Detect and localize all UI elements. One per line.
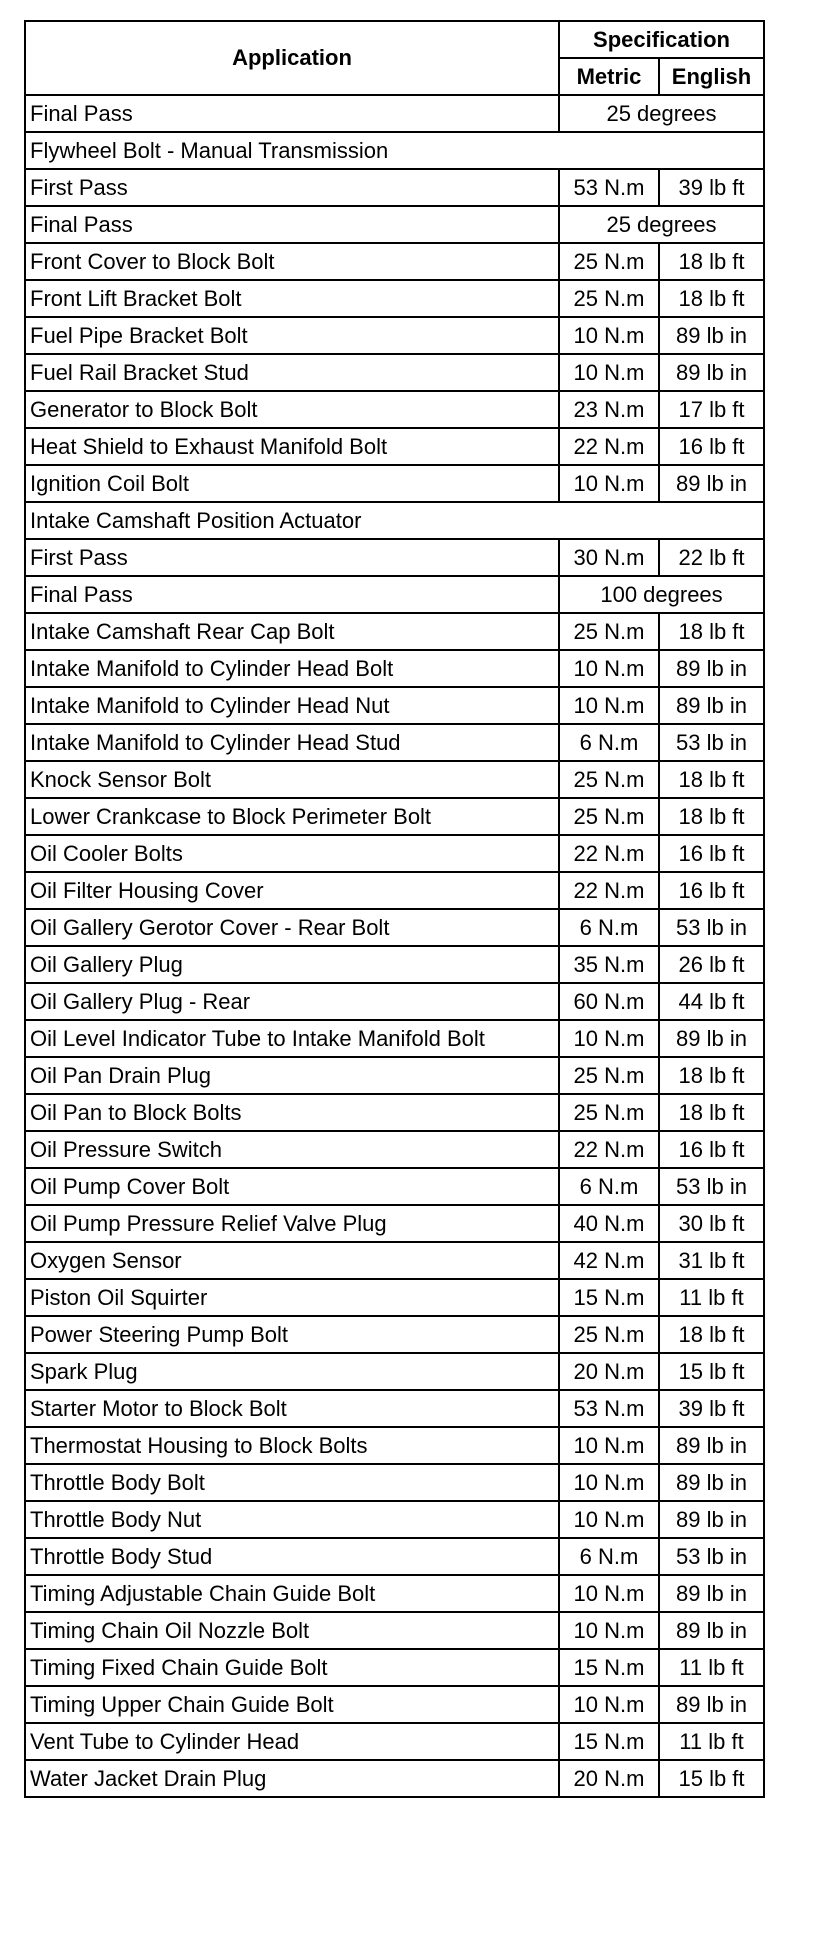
english-cell: 89 lb in <box>659 317 764 354</box>
english-cell: 89 lb in <box>659 1612 764 1649</box>
table-row <box>25 539 764 576</box>
table-row <box>25 317 764 354</box>
english-cell: 16 lb ft <box>659 428 764 465</box>
english-cell: 11 lb ft <box>659 1279 764 1316</box>
application-cell: Intake Manifold to Cylinder Head Stud <box>25 724 559 761</box>
english-cell: 89 lb in <box>659 1020 764 1057</box>
metric-cell: 25 N.m <box>559 1094 659 1131</box>
english-cell: 89 lb in <box>659 1686 764 1723</box>
english-cell: 18 lb ft <box>659 1057 764 1094</box>
table-row <box>25 1353 764 1390</box>
english-cell: 18 lb ft <box>659 761 764 798</box>
table-row <box>25 1057 764 1094</box>
table-row <box>25 206 764 243</box>
application-cell: Intake Camshaft Rear Cap Bolt <box>25 613 559 650</box>
metric-cell: 22 N.m <box>559 1131 659 1168</box>
english-cell: 18 lb ft <box>659 243 764 280</box>
table-row <box>25 465 764 502</box>
application-cell: Throttle Body Bolt <box>25 1464 559 1501</box>
english-cell: 17 lb ft <box>659 391 764 428</box>
metric-cell: 10 N.m <box>559 650 659 687</box>
english-cell: 26 lb ft <box>659 946 764 983</box>
application-cell: Oil Pan to Block Bolts <box>25 1094 559 1131</box>
metric-cell: 10 N.m <box>559 1427 659 1464</box>
english-cell: 44 lb ft <box>659 983 764 1020</box>
table-row <box>25 724 764 761</box>
application-cell: Piston Oil Squirter <box>25 1279 559 1316</box>
application-cell: Water Jacket Drain Plug <box>25 1760 559 1797</box>
spec-span-cell: 25 degrees <box>559 206 764 243</box>
table-row <box>25 1427 764 1464</box>
table-row <box>25 798 764 835</box>
english-cell: 39 lb ft <box>659 169 764 206</box>
metric-cell: 20 N.m <box>559 1353 659 1390</box>
table-row <box>25 1316 764 1353</box>
table-row <box>25 280 764 317</box>
table-row <box>25 243 764 280</box>
metric-cell: 10 N.m <box>559 687 659 724</box>
english-cell: 89 lb in <box>659 465 764 502</box>
table-row <box>25 354 764 391</box>
english-cell: 11 lb ft <box>659 1723 764 1760</box>
metric-cell: 22 N.m <box>559 872 659 909</box>
table-group-row <box>25 132 764 169</box>
english-cell: 22 lb ft <box>659 539 764 576</box>
application-cell: Flywheel Bolt - Manual Transmission <box>25 132 764 169</box>
english-cell: 18 lb ft <box>659 1316 764 1353</box>
application-cell: Oil Cooler Bolts <box>25 835 559 872</box>
application-cell: Starter Motor to Block Bolt <box>25 1390 559 1427</box>
table-row <box>25 169 764 206</box>
table-row <box>25 1575 764 1612</box>
torque-spec-table <box>24 20 765 1798</box>
application-cell: Heat Shield to Exhaust Manifold Bolt <box>25 428 559 465</box>
table-row <box>25 1168 764 1205</box>
table-row <box>25 1094 764 1131</box>
application-cell: Throttle Body Stud <box>25 1538 559 1575</box>
table-group-row <box>25 502 764 539</box>
application-cell: Oil Pressure Switch <box>25 1131 559 1168</box>
table-row <box>25 946 764 983</box>
table-row <box>25 1760 764 1797</box>
table-row <box>25 1464 764 1501</box>
application-cell: First Pass <box>25 539 559 576</box>
english-cell: 53 lb in <box>659 724 764 761</box>
metric-cell: 10 N.m <box>559 465 659 502</box>
table-row <box>25 1501 764 1538</box>
table-row <box>25 1205 764 1242</box>
spec-span-cell: 100 degrees <box>559 576 764 613</box>
metric-cell: 20 N.m <box>559 1760 659 1797</box>
table-row <box>25 909 764 946</box>
english-cell: 89 lb in <box>659 1427 764 1464</box>
metric-cell: 23 N.m <box>559 391 659 428</box>
metric-cell: 22 N.m <box>559 428 659 465</box>
metric-cell: 10 N.m <box>559 317 659 354</box>
table-row <box>25 1538 764 1575</box>
metric-cell: 25 N.m <box>559 798 659 835</box>
metric-cell: 10 N.m <box>559 1501 659 1538</box>
english-cell: 53 lb in <box>659 1538 764 1575</box>
english-cell: 31 lb ft <box>659 1242 764 1279</box>
metric-cell: 10 N.m <box>559 1612 659 1649</box>
application-cell: Thermostat Housing to Block Bolts <box>25 1427 559 1464</box>
metric-cell: 22 N.m <box>559 835 659 872</box>
metric-cell: 6 N.m <box>559 909 659 946</box>
metric-cell: 15 N.m <box>559 1723 659 1760</box>
spec-table-body <box>25 95 764 1797</box>
metric-cell: 10 N.m <box>559 1020 659 1057</box>
table-row <box>25 983 764 1020</box>
metric-cell: 25 N.m <box>559 280 659 317</box>
application-cell: Timing Fixed Chain Guide Bolt <box>25 1649 559 1686</box>
english-header: English <box>659 58 764 95</box>
english-cell: 89 lb in <box>659 1575 764 1612</box>
english-cell: 89 lb in <box>659 650 764 687</box>
table-row <box>25 576 764 613</box>
english-cell: 18 lb ft <box>659 280 764 317</box>
table-row <box>25 1686 764 1723</box>
application-cell: Fuel Rail Bracket Stud <box>25 354 559 391</box>
table-row <box>25 613 764 650</box>
table-row <box>25 1612 764 1649</box>
application-cell: Intake Manifold to Cylinder Head Nut <box>25 687 559 724</box>
table-row <box>25 872 764 909</box>
metric-cell: 25 N.m <box>559 243 659 280</box>
english-cell: 89 lb in <box>659 354 764 391</box>
table-row <box>25 1131 764 1168</box>
metric-cell: 25 N.m <box>559 613 659 650</box>
table-row <box>25 1390 764 1427</box>
application-cell: Timing Chain Oil Nozzle Bolt <box>25 1612 559 1649</box>
application-cell: Oil Gallery Gerotor Cover - Rear Bolt <box>25 909 559 946</box>
metric-cell: 53 N.m <box>559 169 659 206</box>
application-cell: Spark Plug <box>25 1353 559 1390</box>
english-cell: 15 lb ft <box>659 1760 764 1797</box>
english-cell: 39 lb ft <box>659 1390 764 1427</box>
metric-cell: 42 N.m <box>559 1242 659 1279</box>
metric-cell: 53 N.m <box>559 1390 659 1427</box>
table-row <box>25 687 764 724</box>
specification-header: Specification <box>559 21 764 58</box>
table-row <box>25 391 764 428</box>
english-cell: 11 lb ft <box>659 1649 764 1686</box>
english-cell: 89 lb in <box>659 687 764 724</box>
application-header: Application <box>25 21 559 95</box>
english-cell: 16 lb ft <box>659 835 764 872</box>
metric-cell: 15 N.m <box>559 1279 659 1316</box>
application-cell: Oil Level Indicator Tube to Intake Manifold Bolt <box>25 1020 559 1057</box>
application-cell: Vent Tube to Cylinder Head <box>25 1723 559 1760</box>
metric-cell: 6 N.m <box>559 1538 659 1575</box>
metric-cell: 25 N.m <box>559 1316 659 1353</box>
application-cell: Fuel Pipe Bracket Bolt <box>25 317 559 354</box>
metric-cell: 10 N.m <box>559 1686 659 1723</box>
metric-cell: 35 N.m <box>559 946 659 983</box>
application-cell: Power Steering Pump Bolt <box>25 1316 559 1353</box>
table-row <box>25 1723 764 1760</box>
application-cell: Final Pass <box>25 206 559 243</box>
table-row <box>25 761 764 798</box>
application-cell: Oxygen Sensor <box>25 1242 559 1279</box>
application-cell: Lower Crankcase to Block Perimeter Bolt <box>25 798 559 835</box>
application-cell: Ignition Coil Bolt <box>25 465 559 502</box>
english-cell: 15 lb ft <box>659 1353 764 1390</box>
english-cell: 53 lb in <box>659 909 764 946</box>
application-cell: Knock Sensor Bolt <box>25 761 559 798</box>
table-row <box>25 1279 764 1316</box>
application-cell: Intake Camshaft Position Actuator <box>25 502 764 539</box>
table-row <box>25 650 764 687</box>
application-cell: Front Cover to Block Bolt <box>25 243 559 280</box>
metric-cell: 25 N.m <box>559 761 659 798</box>
application-cell: Oil Pan Drain Plug <box>25 1057 559 1094</box>
english-cell: 89 lb in <box>659 1501 764 1538</box>
spec-span-cell: 25 degrees <box>559 95 764 132</box>
english-cell: 53 lb in <box>659 1168 764 1205</box>
metric-cell: 10 N.m <box>559 1464 659 1501</box>
application-cell: Timing Adjustable Chain Guide Bolt <box>25 1575 559 1612</box>
metric-cell: 15 N.m <box>559 1649 659 1686</box>
english-cell: 89 lb in <box>659 1464 764 1501</box>
application-cell: Timing Upper Chain Guide Bolt <box>25 1686 559 1723</box>
metric-cell: 60 N.m <box>559 983 659 1020</box>
application-cell: Front Lift Bracket Bolt <box>25 280 559 317</box>
application-cell: First Pass <box>25 169 559 206</box>
application-cell: Final Pass <box>25 95 559 132</box>
metric-header: Metric <box>559 58 659 95</box>
application-cell: Oil Filter Housing Cover <box>25 872 559 909</box>
english-cell: 18 lb ft <box>659 1094 764 1131</box>
table-row <box>25 428 764 465</box>
table-row <box>25 1020 764 1057</box>
application-cell: Oil Gallery Plug <box>25 946 559 983</box>
table-row <box>25 1242 764 1279</box>
application-cell: Throttle Body Nut <box>25 1501 559 1538</box>
table-row <box>25 835 764 872</box>
application-cell: Intake Manifold to Cylinder Head Bolt <box>25 650 559 687</box>
english-cell: 30 lb ft <box>659 1205 764 1242</box>
metric-cell: 40 N.m <box>559 1205 659 1242</box>
metric-cell: 6 N.m <box>559 1168 659 1205</box>
english-cell: 18 lb ft <box>659 798 764 835</box>
application-cell: Oil Gallery Plug - Rear <box>25 983 559 1020</box>
metric-cell: 10 N.m <box>559 354 659 391</box>
application-cell: Final Pass <box>25 576 559 613</box>
metric-cell: 6 N.m <box>559 724 659 761</box>
application-cell: Oil Pump Cover Bolt <box>25 1168 559 1205</box>
metric-cell: 10 N.m <box>559 1575 659 1612</box>
metric-cell: 30 N.m <box>559 539 659 576</box>
table-row <box>25 1649 764 1686</box>
application-cell: Generator to Block Bolt <box>25 391 559 428</box>
metric-cell: 25 N.m <box>559 1057 659 1094</box>
english-cell: 16 lb ft <box>659 872 764 909</box>
english-cell: 18 lb ft <box>659 613 764 650</box>
table-row <box>25 95 764 132</box>
english-cell: 16 lb ft <box>659 1131 764 1168</box>
application-cell: Oil Pump Pressure Relief Valve Plug <box>25 1205 559 1242</box>
